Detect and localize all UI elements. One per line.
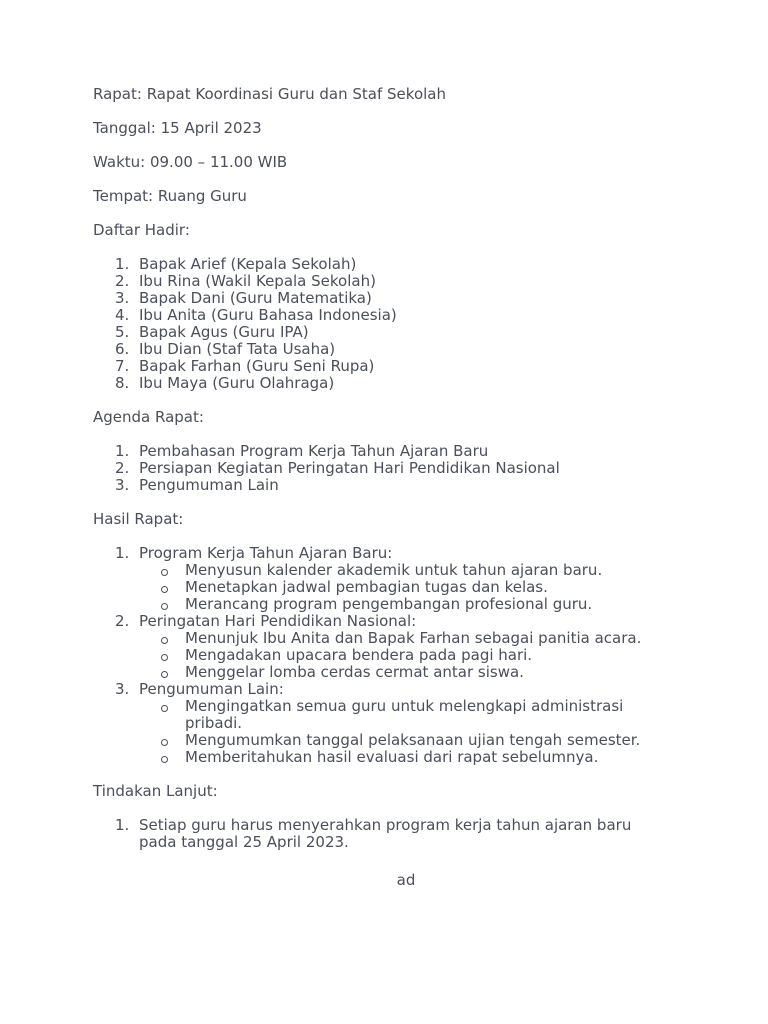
list-item-text: Ibu Anita (Guru Bahasa Indonesia) <box>139 306 397 324</box>
list-item <box>93 613 693 681</box>
list-item <box>93 817 693 851</box>
list-item-text: Bapak Dani (Guru Matematika) <box>139 289 372 307</box>
sub-list-item <box>139 698 693 732</box>
list-item <box>93 358 693 375</box>
list-number: 2. <box>115 612 130 630</box>
circle-bullet-icon <box>161 756 168 763</box>
list-number: 2. <box>115 272 130 290</box>
sub-list-item-text: Mengadakan upacara bendera pada pagi hari. <box>185 646 533 664</box>
circle-bullet-icon <box>161 705 168 712</box>
meeting-place: Tempat: Ruang Guru <box>93 187 247 205</box>
list-item-text: Ibu Maya (Guru Olahraga) <box>139 374 335 392</box>
attendance-heading: Daftar Hadir: <box>93 221 190 239</box>
list-item-text: Setiap guru harus menyerahkan program kerja tahun ajaran baru pada tanggal 25 April 2023. <box>139 816 632 851</box>
attendance-list <box>93 256 693 392</box>
sub-list-item-text: Merancang program pengembangan profesional guru. <box>185 595 593 613</box>
list-item <box>93 681 693 766</box>
circle-bullet-icon <box>161 654 168 661</box>
sub-list-item-text: Menyusun kalender akademik untuk tahun ajaran baru. <box>185 561 603 579</box>
list-item-text: Peringatan Hari Pendidikan Nasional: <box>139 612 417 630</box>
list-item <box>93 307 693 324</box>
list-item-text: Program Kerja Tahun Ajaran Baru: <box>139 544 393 562</box>
list-item <box>93 341 693 358</box>
agenda-list <box>93 443 693 494</box>
list-item <box>93 290 693 307</box>
list-number: 1. <box>115 544 130 562</box>
agenda-heading: Agenda Rapat: <box>93 408 204 426</box>
list-item-text: Ibu Dian (Staf Tata Usaha) <box>139 340 336 358</box>
meeting-title: Rapat: Rapat Koordinasi Guru dan Staf Sekolah <box>93 85 446 103</box>
sub-list-item <box>139 562 693 579</box>
list-number: 3. <box>115 476 130 494</box>
list-item-text: Pembahasan Program Kerja Tahun Ajaran Baru <box>139 442 489 460</box>
list-number: 4. <box>115 306 130 324</box>
list-item <box>93 375 693 392</box>
circle-bullet-icon <box>161 671 168 678</box>
sub-list-item-text: Memberitahukan hasil evaluasi dari rapat sebelumnya. <box>185 748 599 766</box>
sub-list-item <box>139 664 693 681</box>
list-number: 8. <box>115 374 130 392</box>
list-item-text: Bapak Arief (Kepala Sekolah) <box>139 255 357 273</box>
list-item <box>93 460 693 477</box>
followup-heading: Tindakan Lanjut: <box>93 782 218 800</box>
list-item <box>93 273 693 290</box>
circle-bullet-icon <box>161 637 168 644</box>
footer-mark: ad <box>396 871 416 889</box>
meeting-time: Waktu: 09.00 – 11.00 WIB <box>93 153 288 171</box>
list-item-text: Ibu Rina (Wakil Kepala Sekolah) <box>139 272 376 290</box>
sub-list-item-text: Mengumumkan tanggal pelaksanaan ujian tengah semester. <box>185 731 641 749</box>
sub-list-item <box>139 647 693 664</box>
list-number: 7. <box>115 357 130 375</box>
sub-list-item <box>139 732 693 749</box>
sub-list-item-text: Menggelar lomba cerdas cermat antar siswa. <box>185 663 524 681</box>
list-item <box>93 545 693 613</box>
followup-list <box>93 817 693 851</box>
circle-bullet-icon <box>161 603 168 610</box>
list-item <box>93 256 693 273</box>
meeting-date: Tanggal: 15 April 2023 <box>93 119 262 137</box>
list-item <box>93 443 693 460</box>
list-number: 1. <box>115 442 130 460</box>
sub-list-item-text: Menetapkan jadwal pembagian tugas dan kelas. <box>185 578 548 596</box>
document-body <box>93 86 693 868</box>
sub-list <box>139 698 693 766</box>
list-number: 2. <box>115 459 130 477</box>
list-number: 5. <box>115 323 130 341</box>
list-number: 3. <box>115 289 130 307</box>
results-heading: Hasil Rapat: <box>93 510 184 528</box>
list-number: 1. <box>115 816 130 834</box>
sub-list-item <box>139 579 693 596</box>
circle-bullet-icon <box>161 586 168 593</box>
list-item-text: Bapak Farhan (Guru Seni Rupa) <box>139 357 375 375</box>
list-item-text: Bapak Agus (Guru IPA) <box>139 323 309 341</box>
list-number: 6. <box>115 340 130 358</box>
list-number: 3. <box>115 680 130 698</box>
results-list <box>93 545 693 766</box>
sub-list-item-text: Mengingatkan semua guru untuk melengkapi administrasi pribadi. <box>185 697 624 732</box>
list-item <box>93 324 693 341</box>
sub-list-item-text: Menunjuk Ibu Anita dan Bapak Farhan sebagai panitia acara. <box>185 629 642 647</box>
sub-list <box>139 562 693 613</box>
list-item-text: Persiapan Kegiatan Peringatan Hari Pendidikan Nasional <box>139 459 560 477</box>
sub-list-item <box>139 749 693 766</box>
sub-list-item <box>139 630 693 647</box>
list-number: 1. <box>115 255 130 273</box>
circle-bullet-icon <box>161 569 168 576</box>
circle-bullet-icon <box>161 739 168 746</box>
list-item <box>93 477 693 494</box>
list-item-text: Pengumuman Lain <box>139 476 279 494</box>
sub-list-item <box>139 596 693 613</box>
sub-list <box>139 630 693 681</box>
list-item-text: Pengumuman Lain: <box>139 680 284 698</box>
